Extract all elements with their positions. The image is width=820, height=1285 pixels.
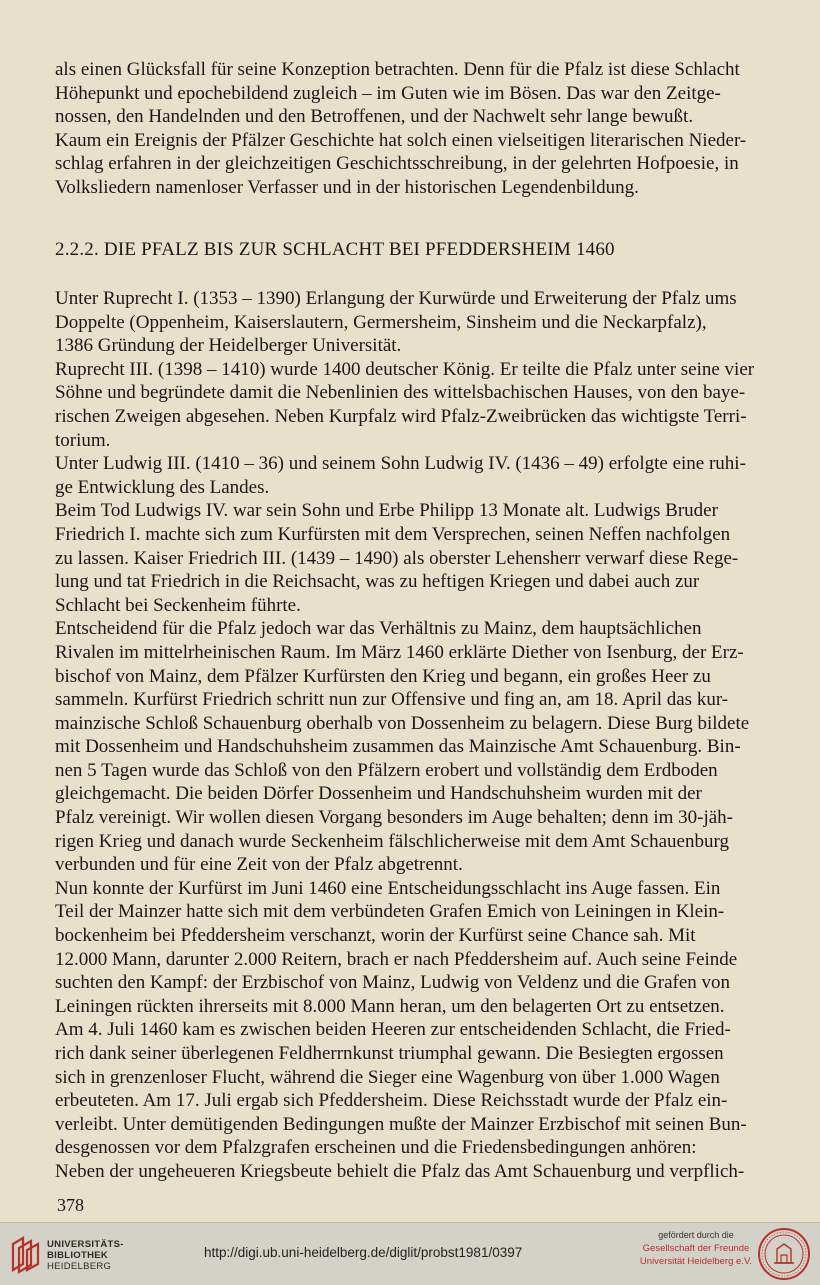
body-line: verbunden und für eine Zeit von der Pfalz abgetrennt. <box>55 854 463 876</box>
intro-line: Volksliedern namenloser Verfasser und in der historischen Legendenbildung. <box>55 176 639 198</box>
page-number: 378 <box>57 1195 84 1215</box>
section-heading: 2.2.2. DIE PFALZ BIS ZUR SCHLACHT BEI PFEDDERSHEIM 1460 <box>55 239 615 260</box>
body-line: sich in grenzenloser Flucht, während die Sieger eine Wagenburg von über 1.000 Wagen <box>55 1066 720 1088</box>
body-line: 1386 Gründung der Heidelberger Universität. <box>55 335 402 357</box>
intro-line: als einen Glücksfall für seine Konzeption betrachten. Denn für die Pfalz ist diese Schlacht <box>55 59 740 80</box>
body-line: Am 4. Juli 1460 kam es zwischen beiden Heeren zur entscheidenden Schlacht, die Fried- <box>55 1019 731 1041</box>
intro-line: nossen, den Handelnden und den Betroffenen, und der Nachwelt sehr lange bewußt. <box>55 106 694 128</box>
body-line: bischof von Mainz, dem Pfälzer Kurfürsten den Krieg und begann, ein großes Heer zu <box>55 665 711 687</box>
society-name-line2: Universität Heidelberg e.V. <box>639 1256 753 1267</box>
library-name-line3: HEIDELBERG <box>47 1261 112 1272</box>
footer-bar <box>0 1222 820 1285</box>
body-line: ge Entwicklung des Landes. <box>55 476 270 498</box>
intro-line: Höhepunkt und epochebildend zugleich – im Guten wie im Bösen. Das war den Zeitge- <box>55 82 721 104</box>
body-line: sammeln. Kurfürst Friedrich schritt nun zur Offensive und fing an, am 18. April das kur- <box>55 689 729 711</box>
funded-by-label: gefördert durch die <box>658 1230 734 1240</box>
body-line: rischen Zweigen abgesehen. Neben Kurpfalz wird Pfalz-Zweibrücken das wichtigste Terri- <box>55 405 747 427</box>
body-line: Ruprecht III. (1398 – 1410) wurde 1400 deutscher König. Er teilte die Pfalz unter seine vier <box>55 358 755 380</box>
library-name <box>47 1239 124 1272</box>
body-line: Leiningen rückten ihrerseits mit 8.000 Mann heran, um den belagerten Ort zu entsetzen. <box>55 995 725 1017</box>
body-line: desgenossen vor dem Pfalzgrafen erscheinen und die Friedensbedingungen anhören: <box>55 1137 697 1159</box>
university-seal-icon <box>757 1227 811 1281</box>
intro-paragraph <box>55 58 781 200</box>
body-line: bockenheim bei Pfeddersheim verschanzt, worin der Kurfürst seine Chance sah. Mit <box>55 925 696 947</box>
intro-line: Kaum ein Ereignis der Pfälzer Geschichte hat solch einen vielseitigen literarischen Nieder- <box>55 129 747 151</box>
body-line: Friedrich I. machte sich zum Kurfürsten mit dem Versprechen, seinen Neffen nachfolgen <box>55 523 731 545</box>
body-text <box>55 287 781 1184</box>
body-line: Teil der Mainzer hatte sich mit dem verbündeten Grafen Emich von Leiningen in Klein- <box>55 901 725 923</box>
body-line: rich dank seiner überlegenen Feldherrnkunst triumphal gewann. Die Besiegten ergossen <box>55 1043 724 1064</box>
body-line: Doppelte (Oppenheim, Kaiserslautern, Germersheim, Sinsheim und die Neckarpfalz), <box>55 311 707 333</box>
library-name-line1: UNIVERSITÄTS- <box>47 1239 124 1250</box>
body-line: nen 5 Tagen wurde das Schloß von den Pfälzern erobert und vollständig dem Erdboden <box>55 759 718 781</box>
permalink-url[interactable]: http://digi.ub.uni-heidelberg.de/diglit/probst1981/0397 <box>204 1245 523 1260</box>
society-name-line1: Gesellschaft der Freunde <box>642 1243 750 1254</box>
body-line: mainzische Schloß Schauenburg oberhalb von Dossenheim zu belagern. Diese Burg bildete <box>55 712 750 734</box>
body-line: mit Dossenheim und Handschuhsheim zusammen das Mainzische Amt Schauenburg. Bin- <box>55 736 741 758</box>
body-line: Rivalen im mittelrheinischen Raum. Im März 1460 erklärte Diether von Isenburg, der Erz- <box>55 641 744 663</box>
body-line: lung und tat Friedrich in die Reichsacht, was zu heftigen Kriegen und dabei auch zur <box>55 571 700 593</box>
body-line: Nun konnte der Kurfürst im Juni 1460 eine Entscheidungsschlacht ins Auge fassen. Ein <box>55 877 721 899</box>
body-line: Unter Ruprecht I. (1353 – 1390) Erlangung der Kurwürde und Erweiterung der Pfalz ums <box>55 288 737 309</box>
body-line: suchten den Kampf: der Erzbischof von Mainz, Ludwig von Veldenz und die Grafen von <box>55 972 731 994</box>
body-line: Schlacht bei Seckenheim führte. <box>55 594 301 616</box>
funding-note <box>636 1229 756 1268</box>
body-line: Entscheidend für die Pfalz jedoch war das Verhältnis zu Mainz, dem hauptsächlichen <box>55 618 702 640</box>
body-line: zu lassen. Kaiser Friedrich III. (1439 – 1490) als oberster Lehensherr verwarf diese Rege- <box>55 547 739 569</box>
body-line: 12.000 Mann, darunter 2.000 Reitern, brach er nach Pfeddersheim auf. Auch seine Feinde <box>55 948 738 970</box>
body-line: Beim Tod Ludwigs IV. war sein Sohn und Erbe Philipp 13 Monate alt. Ludwigs Bruder <box>55 500 718 522</box>
library-name-line2: BIBLIOTHEK <box>47 1250 109 1261</box>
body-line: Söhne und begründete damit die Nebenlinien des wittelsbachischen Hauses, von den baye- <box>55 382 746 404</box>
body-line: erbeuteten. Am 17. Juli ergab sich Pfeddersheim. Diese Reichsstadt wurde der Pfalz ein- <box>55 1090 728 1112</box>
intro-line: schlag erfahren in der gleichzeitigen Geschichtsschreibung, in der gelehrten Hofpoesie, in <box>55 153 739 175</box>
body-line: gleichgemacht. Die beiden Dörfer Dossenheim und Handschuhsheim wurden mit der <box>55 783 702 805</box>
body-line: Neben der ungeheueren Kriegsbeute behielt die Pfalz das Amt Schauenburg und verpflich- <box>55 1160 745 1182</box>
body-line: Unter Ludwig III. (1410 – 36) und seinem Sohn Ludwig IV. (1436 – 49) erfolgte eine ruhi- <box>55 453 746 475</box>
body-line: rigen Krieg und danach wurde Seckenheim fälschlicherweise mit dem Amt Schauenburg <box>55 830 729 852</box>
university-library-logo-icon <box>9 1234 41 1274</box>
body-line: verleibt. Unter demütigenden Bedingungen mußte der Mainzer Erzbischof mit seinen Bun- <box>55 1113 747 1135</box>
body-line: Pfalz vereinigt. Wir wollen diesen Vorgang besonders im Auge behalten; denn im 30-jäh- <box>55 807 733 829</box>
body-line: torium. <box>55 429 111 451</box>
